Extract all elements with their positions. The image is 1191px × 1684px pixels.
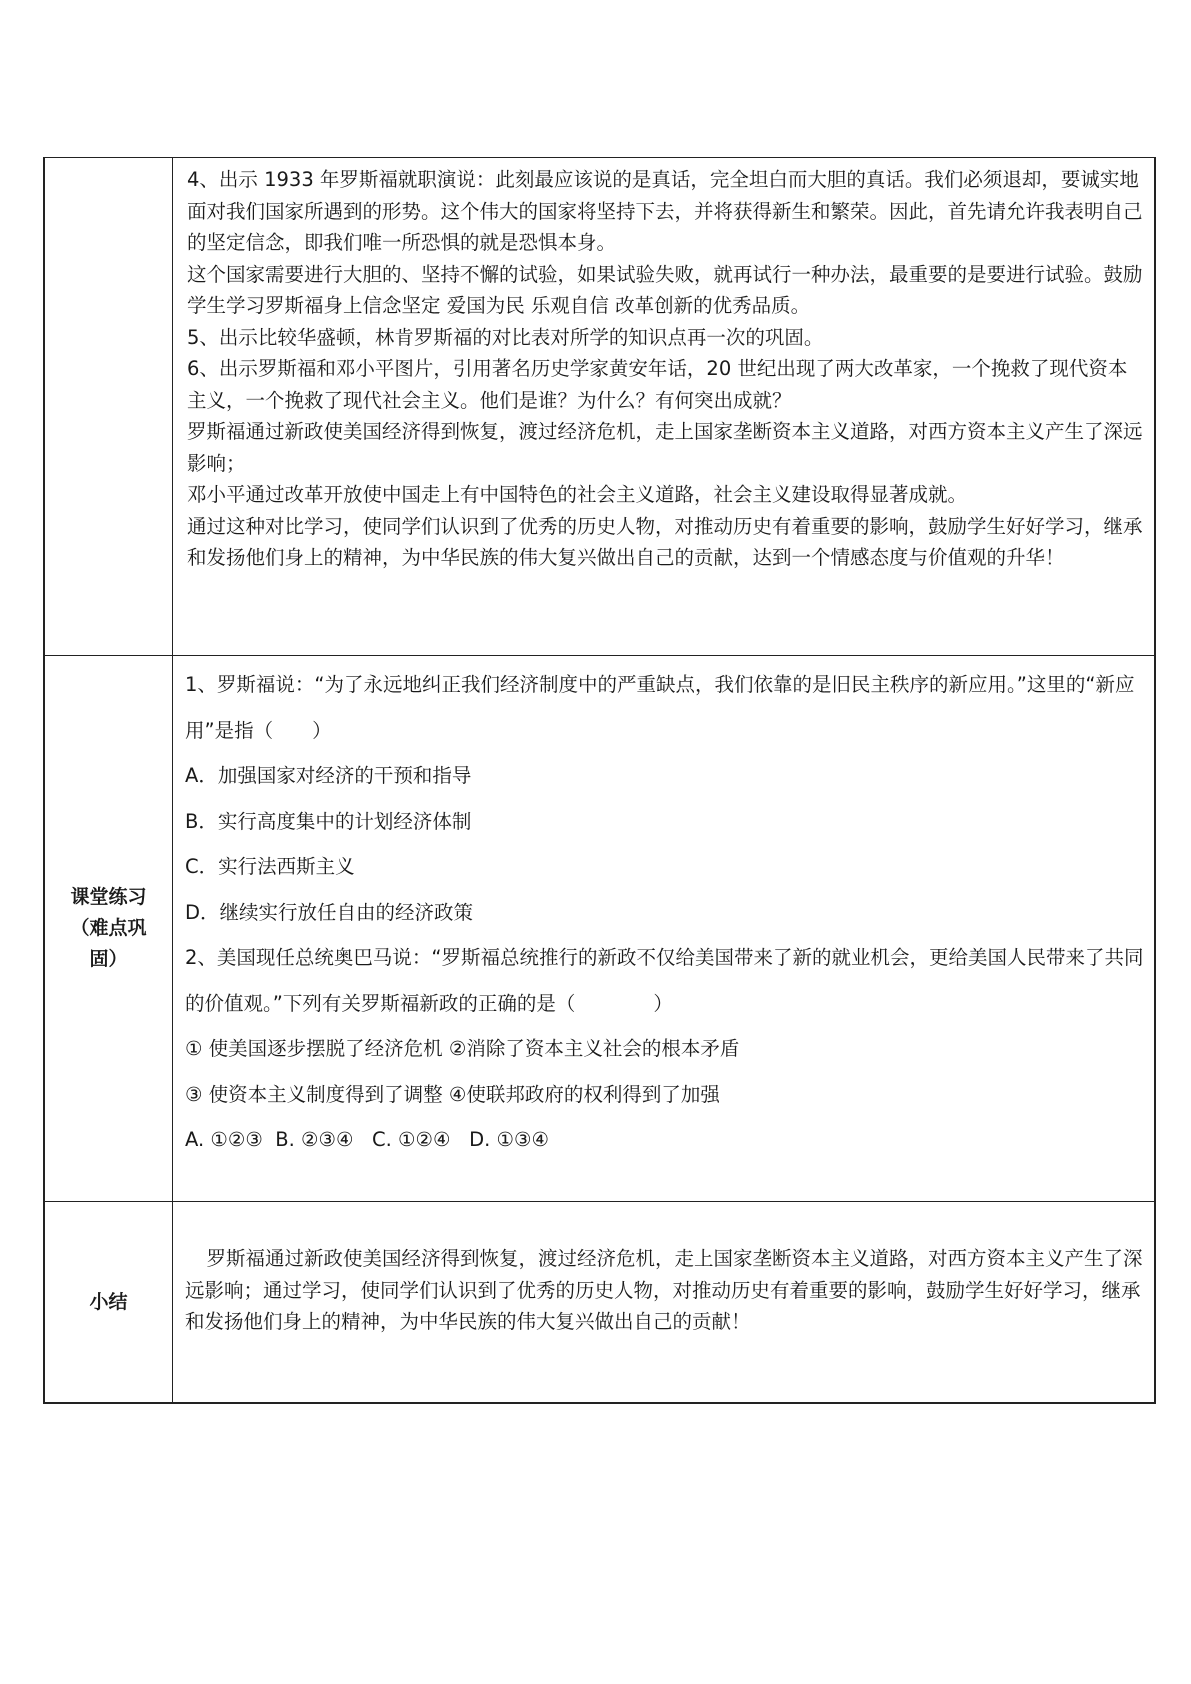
activities-label-cell — [44, 158, 173, 656]
question-2-statements: ③ 使资本主义制度得到了调整 ④使联邦政府的权利得到了加强 — [185, 1082, 720, 1106]
activity-paragraph: 通过这种对比学习，使同学们认识到了优秀的历史人物，对推动历史有着重要的影响，鼓励学生好好学习，继承和发扬他们身上的精神，为中华民族的伟大复兴做出自己的贡献，达到一个情感态度与价值观的升华！ — [187, 514, 1143, 569]
summary-label-cell — [44, 1202, 173, 1404]
question-1-option: B．实行高度集中的计划经济体制 — [185, 809, 472, 833]
activity-paragraph: 6、出示罗斯福和邓小平图片，引用著名历史学家黄安年话，20 世纪出现了两大改革家，一个挽救了现代资本主义，一个挽救了现代社会主义。他们是谁？为什么？有何突出成就？ — [187, 357, 1128, 412]
lesson-plan-table — [43, 157, 1156, 1404]
summary-text — [173, 1202, 1154, 1338]
activity-paragraph: 这个国家需要进行大胆的、坚持不懈的试验，如果试验失败，就再试行一种办法，最重要的是要进行试验。鼓励学生学习罗斯福身上信念坚定 爱国为民 乐观自信 改革创新的优秀品质。 — [187, 262, 1143, 317]
question-1-option: C．实行法西斯主义 — [185, 855, 355, 878]
activity-paragraph: 4、出示 1933 年罗斯福就职演说：此刻最应该说的是真话，完全坦白而大胆的真话。我们必须退却，要诚实地面对我们国家所遇到的形势。这个伟大的国家将坚持下去，并将获得新生和繁荣。因此，首先请允许我表明自己的坚定信念，即我们唯一所恐惧的就是恐惧本身。 — [187, 168, 1143, 254]
exercise-label-line: 固） — [89, 948, 128, 970]
exercise-label-cell — [44, 656, 173, 1202]
summary-content-cell — [173, 1202, 1156, 1404]
exercise-label-line: （难点巩 — [70, 917, 147, 939]
question-2-choices: A. ①②③ B. ②③④ C. ①②④ D. ①③④ — [185, 1128, 549, 1151]
activity-paragraph: 罗斯福通过新政使美国经济得到恢复，渡过经济危机，走上国家垄断资本主义道路，对西方资本主义产生了深远影响； — [187, 420, 1143, 475]
activities-content-cell — [173, 158, 1156, 656]
summary-label: 小结 — [89, 1290, 128, 1313]
question-1-option: D．继续实行放任自由的经济政策 — [185, 900, 474, 924]
exercise-label-line: 课堂练习 — [70, 886, 147, 908]
question-1-stem: 1、罗斯福说：“为了永远地纠正我们经济制度中的严重缺点，我们依靠的是旧民主秩序的新应用。”这里的“新应用”是指（ ） — [185, 673, 1135, 742]
activities-text — [173, 158, 1154, 574]
teaching-activities-row — [44, 158, 1155, 656]
activity-paragraph: 5、出示比较华盛顿，林肯罗斯福的对比表对所学的知识点再一次的巩固。 — [187, 325, 824, 349]
summary-row — [44, 1202, 1155, 1404]
summary-paragraph: 罗斯福通过新政使美国经济得到恢复，渡过经济危机，走上国家垄断资本主义道路，对西方资本主义产生了深远影响；通过学习，使同学们认识到了优秀的历史人物，对推动历史有着重要的影响，鼓励学生好好学习，继承和发扬他们身上的精神，为中华民族的伟大复兴做出自己的贡献！ — [185, 1247, 1143, 1333]
exercise-text — [173, 656, 1154, 1163]
question-1-option: A．加强国家对经济的干预和指导 — [185, 764, 472, 787]
exercise-content-cell — [173, 656, 1156, 1202]
question-2-statements: ① 使美国逐步摆脱了经济危机 ②消除了资本主义社会的根本矛盾 — [185, 1037, 740, 1060]
classroom-exercise-row — [44, 656, 1155, 1202]
activity-paragraph: 邓小平通过改革开放使中国走上有中国特色的社会主义道路，社会主义建设取得显著成就。 — [187, 483, 968, 506]
question-2-stem: 2、美国现任总统奥巴马说：“罗斯福总统推行的新政不仅给美国带来了新的就业机会，更给美国人民带来了共同的价值观。”下列有关罗斯福新政的正确的是（ ） — [185, 946, 1144, 1015]
